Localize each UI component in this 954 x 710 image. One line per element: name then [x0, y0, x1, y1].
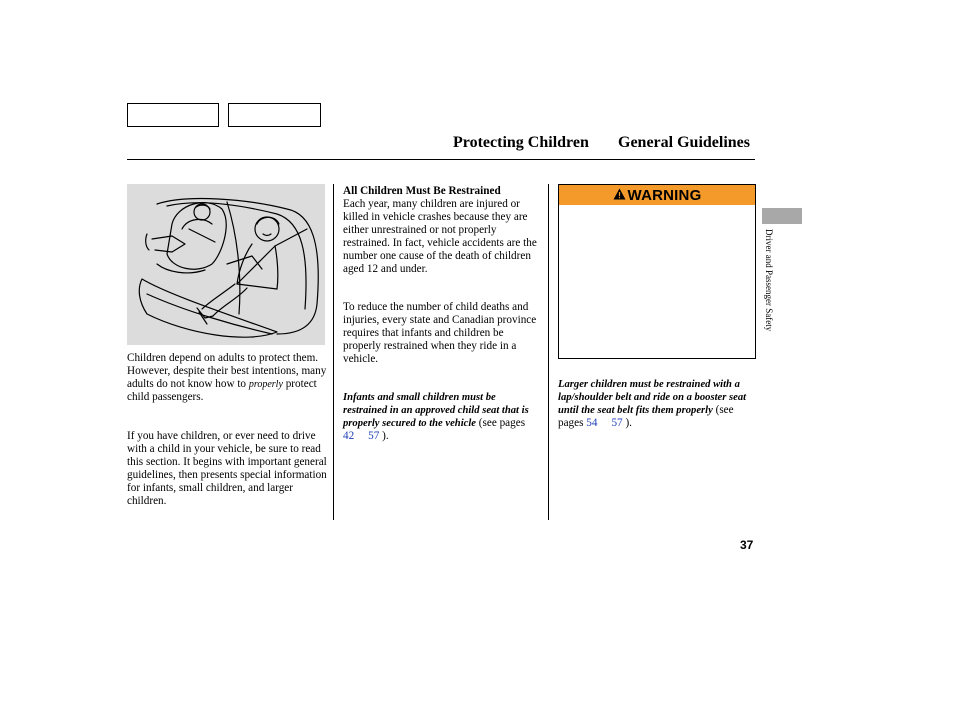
section-title: Protecting Children: [453, 134, 589, 151]
topic-title: General Guidelines: [618, 134, 750, 151]
children-in-rear-seat-illustration: [127, 184, 325, 345]
guidelines-paragraph: If you have children, or ever need to drive with a child in your vehicle, be sure to read this section. It begins with important general guidelines, then presents special information for infants, small children, and larger children.: [127, 430, 327, 507]
page-link-57[interactable]: 57: [611, 417, 623, 429]
nav-button-index[interactable]: [228, 103, 321, 127]
page-link-57[interactable]: 57: [368, 430, 380, 442]
warning-triangle-icon: [613, 187, 626, 204]
page-number: 37: [740, 538, 754, 552]
intro-paragraph: Children depend on adults to protect them. However, despite their best intentions, many adults do not know how to properly protect child passengers.: [127, 352, 327, 403]
page-link-42[interactable]: 42: [343, 430, 355, 442]
column-divider: [548, 184, 549, 520]
booster-seat-note: Larger children must be restrained with a lap/shoulder belt and ride on a booster seat until the seat belt fits them properly (see pages 54 57 ).: [558, 379, 747, 429]
warning-label: WARNING: [627, 186, 702, 204]
child-seat-note: Infants and small children must be restrained in an approved child seat that is properly secured to the vehicle (see pages 42 57 ).: [343, 392, 529, 442]
page-link-54[interactable]: 54: [586, 417, 598, 429]
column-divider: [333, 184, 334, 520]
legal-paragraph: To reduce the number of child deaths and injuries, every state and Canadian province requires that infants and children be properly restrained when they ride in a vehicle.: [343, 301, 537, 365]
section-tab[interactable]: [762, 208, 802, 224]
warning-box: [558, 184, 756, 359]
restraint-heading: All Children Must Be Restrained: [343, 185, 501, 197]
section-tab-label: Driver and Passenger Safety: [764, 229, 774, 332]
statistics-paragraph: Each year, many children are injured or killed in vehicle crashes because they are either unrestrained or not properly restrained. In fact, vehicle accidents are the number one cause of the death of children aged 12 and under.: [343, 198, 537, 275]
header-divider: [127, 159, 755, 160]
warning-banner: [559, 185, 755, 205]
nav-button-main-menu[interactable]: [127, 103, 219, 127]
